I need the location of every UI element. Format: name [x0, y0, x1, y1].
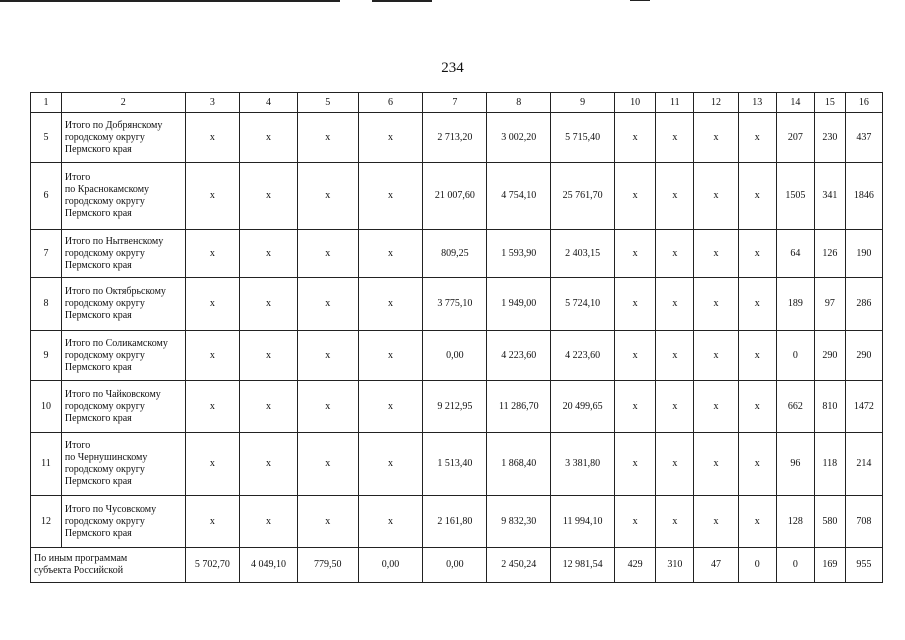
value-cell: x [615, 230, 656, 278]
value-cell: x [297, 381, 358, 433]
row-name-cell: Итого по Добрянскому городскому округу Пермского края [61, 113, 185, 163]
value-cell: x [297, 230, 358, 278]
value-cell: x [738, 331, 776, 381]
value-cell: x [185, 381, 240, 433]
value-cell: 0,00 [423, 548, 487, 583]
header-cell: 5 [297, 93, 358, 113]
value-cell: 5 702,70 [185, 548, 240, 583]
value-cell: 341 [814, 163, 845, 230]
value-cell: 1505 [776, 163, 814, 230]
value-cell: 437 [845, 113, 882, 163]
value-cell: 9 212,95 [423, 381, 487, 433]
value-cell: 4 223,60 [551, 331, 615, 381]
header-cell: 11 [656, 93, 694, 113]
header-cell: 3 [185, 93, 240, 113]
header-cell: 7 [423, 93, 487, 113]
scan-edge-left [0, 0, 340, 2]
value-cell: x [694, 278, 738, 331]
value-cell: 5 715,40 [551, 113, 615, 163]
value-cell: 580 [814, 496, 845, 548]
row-name-cell: Итого по Краснокамскому городскому округу Пермского края [61, 163, 185, 230]
value-cell: 3 002,20 [487, 113, 551, 163]
value-cell: 0 [776, 548, 814, 583]
value-cell: 2 713,20 [423, 113, 487, 163]
value-cell: x [358, 381, 423, 433]
value-cell: 9 832,30 [487, 496, 551, 548]
value-cell: x [240, 278, 298, 331]
value-cell: x [694, 163, 738, 230]
value-cell: 214 [845, 433, 882, 496]
value-cell: 21 007,60 [423, 163, 487, 230]
value-cell: 5 724,10 [551, 278, 615, 331]
value-cell: 0 [776, 331, 814, 381]
value-cell: x [297, 113, 358, 163]
value-cell: x [297, 331, 358, 381]
header-cell: 15 [814, 93, 845, 113]
value-cell: 128 [776, 496, 814, 548]
table-row [31, 230, 883, 278]
row-name-cell: Итого по Соликамскому городскому округу Пермского края [61, 331, 185, 381]
value-cell: 290 [845, 331, 882, 381]
value-cell: x [185, 496, 240, 548]
value-cell: 230 [814, 113, 845, 163]
value-cell: x [185, 331, 240, 381]
value-cell: 662 [776, 381, 814, 433]
row-number-cell: 12 [31, 496, 62, 548]
value-cell: 207 [776, 113, 814, 163]
value-cell: x [358, 113, 423, 163]
scan-edge-mid [372, 0, 432, 2]
value-cell: x [358, 331, 423, 381]
header-cell: 2 [61, 93, 185, 113]
row-number-cell: 7 [31, 230, 62, 278]
value-cell: x [738, 230, 776, 278]
row-name-cell: Итого по Чусовскому городскому округу Пермского края [61, 496, 185, 548]
value-cell: 429 [615, 548, 656, 583]
value-cell: x [656, 496, 694, 548]
value-cell: x [656, 278, 694, 331]
page-number: 234 [441, 60, 464, 76]
table-row-other-programs [31, 548, 883, 583]
value-cell: 25 761,70 [551, 163, 615, 230]
value-cell: x [738, 278, 776, 331]
value-cell: 3 381,80 [551, 433, 615, 496]
header-cell: 8 [487, 93, 551, 113]
value-cell: x [240, 331, 298, 381]
value-cell: x [656, 113, 694, 163]
value-cell: x [615, 331, 656, 381]
value-cell: 20 499,65 [551, 381, 615, 433]
value-cell: 190 [845, 230, 882, 278]
table-row [31, 496, 883, 548]
row-name-cell: Итого по Нытвенскому городскому округу Пермского края [61, 230, 185, 278]
value-cell: x [358, 163, 423, 230]
value-cell: 96 [776, 433, 814, 496]
value-cell: x [694, 433, 738, 496]
value-cell: 2 450,24 [487, 548, 551, 583]
value-cell: x [185, 163, 240, 230]
value-cell: 126 [814, 230, 845, 278]
value-cell: x [615, 163, 656, 230]
value-cell: x [358, 496, 423, 548]
value-cell: x [297, 496, 358, 548]
value-cell: x [615, 381, 656, 433]
value-cell: x [656, 230, 694, 278]
value-cell: x [738, 381, 776, 433]
value-cell: x [738, 113, 776, 163]
value-cell: x [694, 230, 738, 278]
value-cell: x [615, 433, 656, 496]
value-cell: x [656, 331, 694, 381]
value-cell: x [240, 433, 298, 496]
table-row [31, 113, 883, 163]
value-cell: 3 775,10 [423, 278, 487, 331]
row-number-cell: 10 [31, 381, 62, 433]
row-number-cell: 6 [31, 163, 62, 230]
value-cell: 310 [656, 548, 694, 583]
value-cell: x [358, 230, 423, 278]
table-row [31, 381, 883, 433]
header-cell: 1 [31, 93, 62, 113]
value-cell: 4 754,10 [487, 163, 551, 230]
header-cell: 4 [240, 93, 298, 113]
value-cell: x [240, 113, 298, 163]
header-cell: 12 [694, 93, 738, 113]
value-cell: x [656, 381, 694, 433]
value-cell: 169 [814, 548, 845, 583]
value-cell: 2 403,15 [551, 230, 615, 278]
value-cell: x [615, 496, 656, 548]
value-cell: 0,00 [358, 548, 423, 583]
row-number-cell: 11 [31, 433, 62, 496]
value-cell: x [738, 433, 776, 496]
value-cell: 1 593,90 [487, 230, 551, 278]
value-cell: 290 [814, 331, 845, 381]
header-cell: 16 [845, 93, 882, 113]
value-cell: x [185, 230, 240, 278]
value-cell: x [185, 278, 240, 331]
value-cell: x [656, 433, 694, 496]
header-cell: 10 [615, 93, 656, 113]
value-cell: 4 223,60 [487, 331, 551, 381]
header-cell: 9 [551, 93, 615, 113]
value-cell: 11 994,10 [551, 496, 615, 548]
value-cell: 2 161,80 [423, 496, 487, 548]
header-cell: 14 [776, 93, 814, 113]
value-cell: 12 981,54 [551, 548, 615, 583]
value-cell: 118 [814, 433, 845, 496]
value-cell: x [615, 278, 656, 331]
value-cell: 189 [776, 278, 814, 331]
value-cell: 1 513,40 [423, 433, 487, 496]
data-table [30, 92, 883, 583]
header-cell: 6 [358, 93, 423, 113]
value-cell: 1 949,00 [487, 278, 551, 331]
value-cell: x [694, 496, 738, 548]
row-number-cell: 9 [31, 331, 62, 381]
value-cell: 1472 [845, 381, 882, 433]
value-cell: x [240, 230, 298, 278]
value-cell: 810 [814, 381, 845, 433]
value-cell: x [297, 433, 358, 496]
value-cell: 1846 [845, 163, 882, 230]
table-header-row [31, 93, 883, 113]
value-cell: 955 [845, 548, 882, 583]
table-row [31, 331, 883, 381]
header-cell: 13 [738, 93, 776, 113]
value-cell: x [297, 163, 358, 230]
row-number-cell: 8 [31, 278, 62, 331]
value-cell: x [694, 331, 738, 381]
value-cell: x [615, 113, 656, 163]
value-cell: x [738, 496, 776, 548]
scan-edge-right [630, 0, 650, 1]
value-cell: 64 [776, 230, 814, 278]
value-cell: 0 [738, 548, 776, 583]
value-cell: x [240, 163, 298, 230]
value-cell: 1 868,40 [487, 433, 551, 496]
value-cell: 4 049,10 [240, 548, 298, 583]
value-cell: 97 [814, 278, 845, 331]
value-cell: 708 [845, 496, 882, 548]
row-name-cell: По иным программам субъекта Российской [31, 548, 186, 583]
value-cell: x [358, 433, 423, 496]
value-cell: 779,50 [297, 548, 358, 583]
value-cell: x [694, 381, 738, 433]
value-cell: x [694, 113, 738, 163]
value-cell: 809,25 [423, 230, 487, 278]
value-cell: 11 286,70 [487, 381, 551, 433]
table-row [31, 433, 883, 496]
value-cell: x [240, 381, 298, 433]
value-cell: 47 [694, 548, 738, 583]
value-cell: x [185, 113, 240, 163]
value-cell: x [656, 163, 694, 230]
row-name-cell: Итого по Чайковскому городскому округу Пермского края [61, 381, 185, 433]
row-number-cell: 5 [31, 113, 62, 163]
value-cell: 0,00 [423, 331, 487, 381]
value-cell: 286 [845, 278, 882, 331]
row-name-cell: Итого по Октябрьскому городскому округу Пермского края [61, 278, 185, 331]
value-cell: x [738, 163, 776, 230]
value-cell: x [185, 433, 240, 496]
value-cell: x [297, 278, 358, 331]
row-name-cell: Итого по Чернушинскому городскому округу Пермского края [61, 433, 185, 496]
value-cell: x [358, 278, 423, 331]
value-cell: x [240, 496, 298, 548]
table-row [31, 278, 883, 331]
table-row [31, 163, 883, 230]
